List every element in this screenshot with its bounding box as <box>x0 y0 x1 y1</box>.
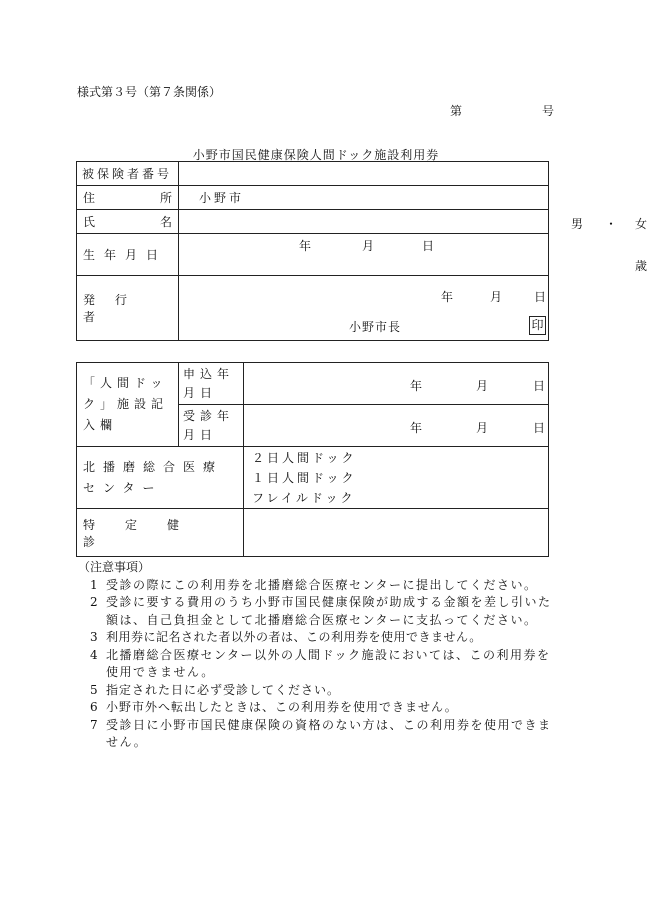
birth-year-unit: 年 <box>299 239 312 253</box>
specific-checkup-row <box>77 509 549 557</box>
form-number-label: 様式第３号（第７条関係） <box>77 85 222 99</box>
specific-checkup-field[interactable] <box>244 509 549 557</box>
birthdate-label: 生年月日 <box>77 234 179 276</box>
note-item: 3 利用券に記名された者以外の者は、この利用券を使用できません。 <box>90 630 482 644</box>
apply-day-unit: 日 <box>533 379 546 393</box>
notes-section <box>78 559 562 752</box>
option-frail-dock: フレイルドック <box>252 490 356 505</box>
mayor-title: 小野市長 <box>349 320 402 334</box>
name-row <box>77 210 549 234</box>
exam-year-unit: 年 <box>410 421 423 435</box>
insured-number-label: 被保険者番号 <box>77 162 179 186</box>
apply-date-row <box>77 363 549 405</box>
insured-number-row <box>77 162 549 186</box>
serial-suffix: 号 <box>542 104 555 118</box>
gender-male: 男 <box>571 217 584 231</box>
birthdate-row <box>77 234 549 276</box>
notes-heading: （注意事項） <box>78 560 151 574</box>
exam-month-unit: 月 <box>476 421 489 435</box>
page-title: 小野市国民健康保険人間ドック施設利用券 <box>192 148 440 162</box>
name-label: 氏 名 <box>77 210 179 234</box>
option-2day-dock: ２日人間ドック <box>252 450 357 465</box>
address-field[interactable]: 小野市 <box>179 186 549 210</box>
official-seal: 印 <box>529 316 546 335</box>
facility-table <box>76 362 549 557</box>
exam-date-field[interactable] <box>244 405 549 447</box>
birth-month-unit: 月 <box>362 239 375 253</box>
option-1day-dock: １日人間ドック <box>252 470 357 485</box>
recipient-info-table <box>76 161 647 341</box>
dock-facility-label: 「人間ドック」施設記入欄 <box>77 363 179 447</box>
note-item: 6 小野市外へ転出したときは、この利用券を使用できません。 <box>90 700 458 714</box>
apply-date-field[interactable] <box>244 363 549 405</box>
note-item: 7 受診日に小野市国民健康保険の資格のない方は、この利用券を使用できません。 <box>90 717 552 749</box>
issue-year-unit: 年 <box>441 290 454 304</box>
birthdate-field[interactable] <box>179 234 647 276</box>
note-item: 2 受診に要する費用のうち小野市国民健康保険が助成する金額を差し引いた額は、自己負担金として北播磨総合医療センターに支払ってください。 <box>90 595 552 627</box>
apply-year-unit: 年 <box>410 379 423 393</box>
serial-prefix: 第 <box>450 104 463 118</box>
age-unit: 歳 <box>635 259 647 273</box>
dock-options <box>244 447 549 509</box>
issuer-row <box>77 276 549 341</box>
gender-female: 女 <box>635 217 647 231</box>
exam-date-label: 受診年月日 <box>179 405 244 447</box>
note-item: 4 北播磨総合医療センター以外の人間ドック施設においては、この利用券を使用できません。 <box>90 647 551 679</box>
note-item: 1 受診の際にこの利用券を北播磨総合医療センターに提出してください。 <box>90 577 538 592</box>
birth-day-unit: 日 <box>422 239 435 253</box>
insured-number-field[interactable] <box>179 162 549 186</box>
apply-date-label: 申込年月日 <box>179 363 244 405</box>
center-label: 北播磨総合医療センター <box>77 447 244 509</box>
name-field[interactable] <box>179 210 647 234</box>
exam-day-unit: 日 <box>533 421 546 435</box>
apply-month-unit: 月 <box>476 379 489 393</box>
issuer-label: 発行者 <box>77 276 179 341</box>
center-row <box>77 447 549 509</box>
issue-day-unit: 日 <box>534 290 547 304</box>
note-item: 5 指定された日に必ず受診してください。 <box>90 682 341 697</box>
specific-checkup-label: 特定健診 <box>77 509 244 557</box>
gender-separator: ・ <box>605 217 618 231</box>
issuer-field <box>179 276 549 341</box>
issue-month-unit: 月 <box>490 290 503 304</box>
address-label: 住 所 <box>77 186 179 210</box>
address-row <box>77 186 549 210</box>
